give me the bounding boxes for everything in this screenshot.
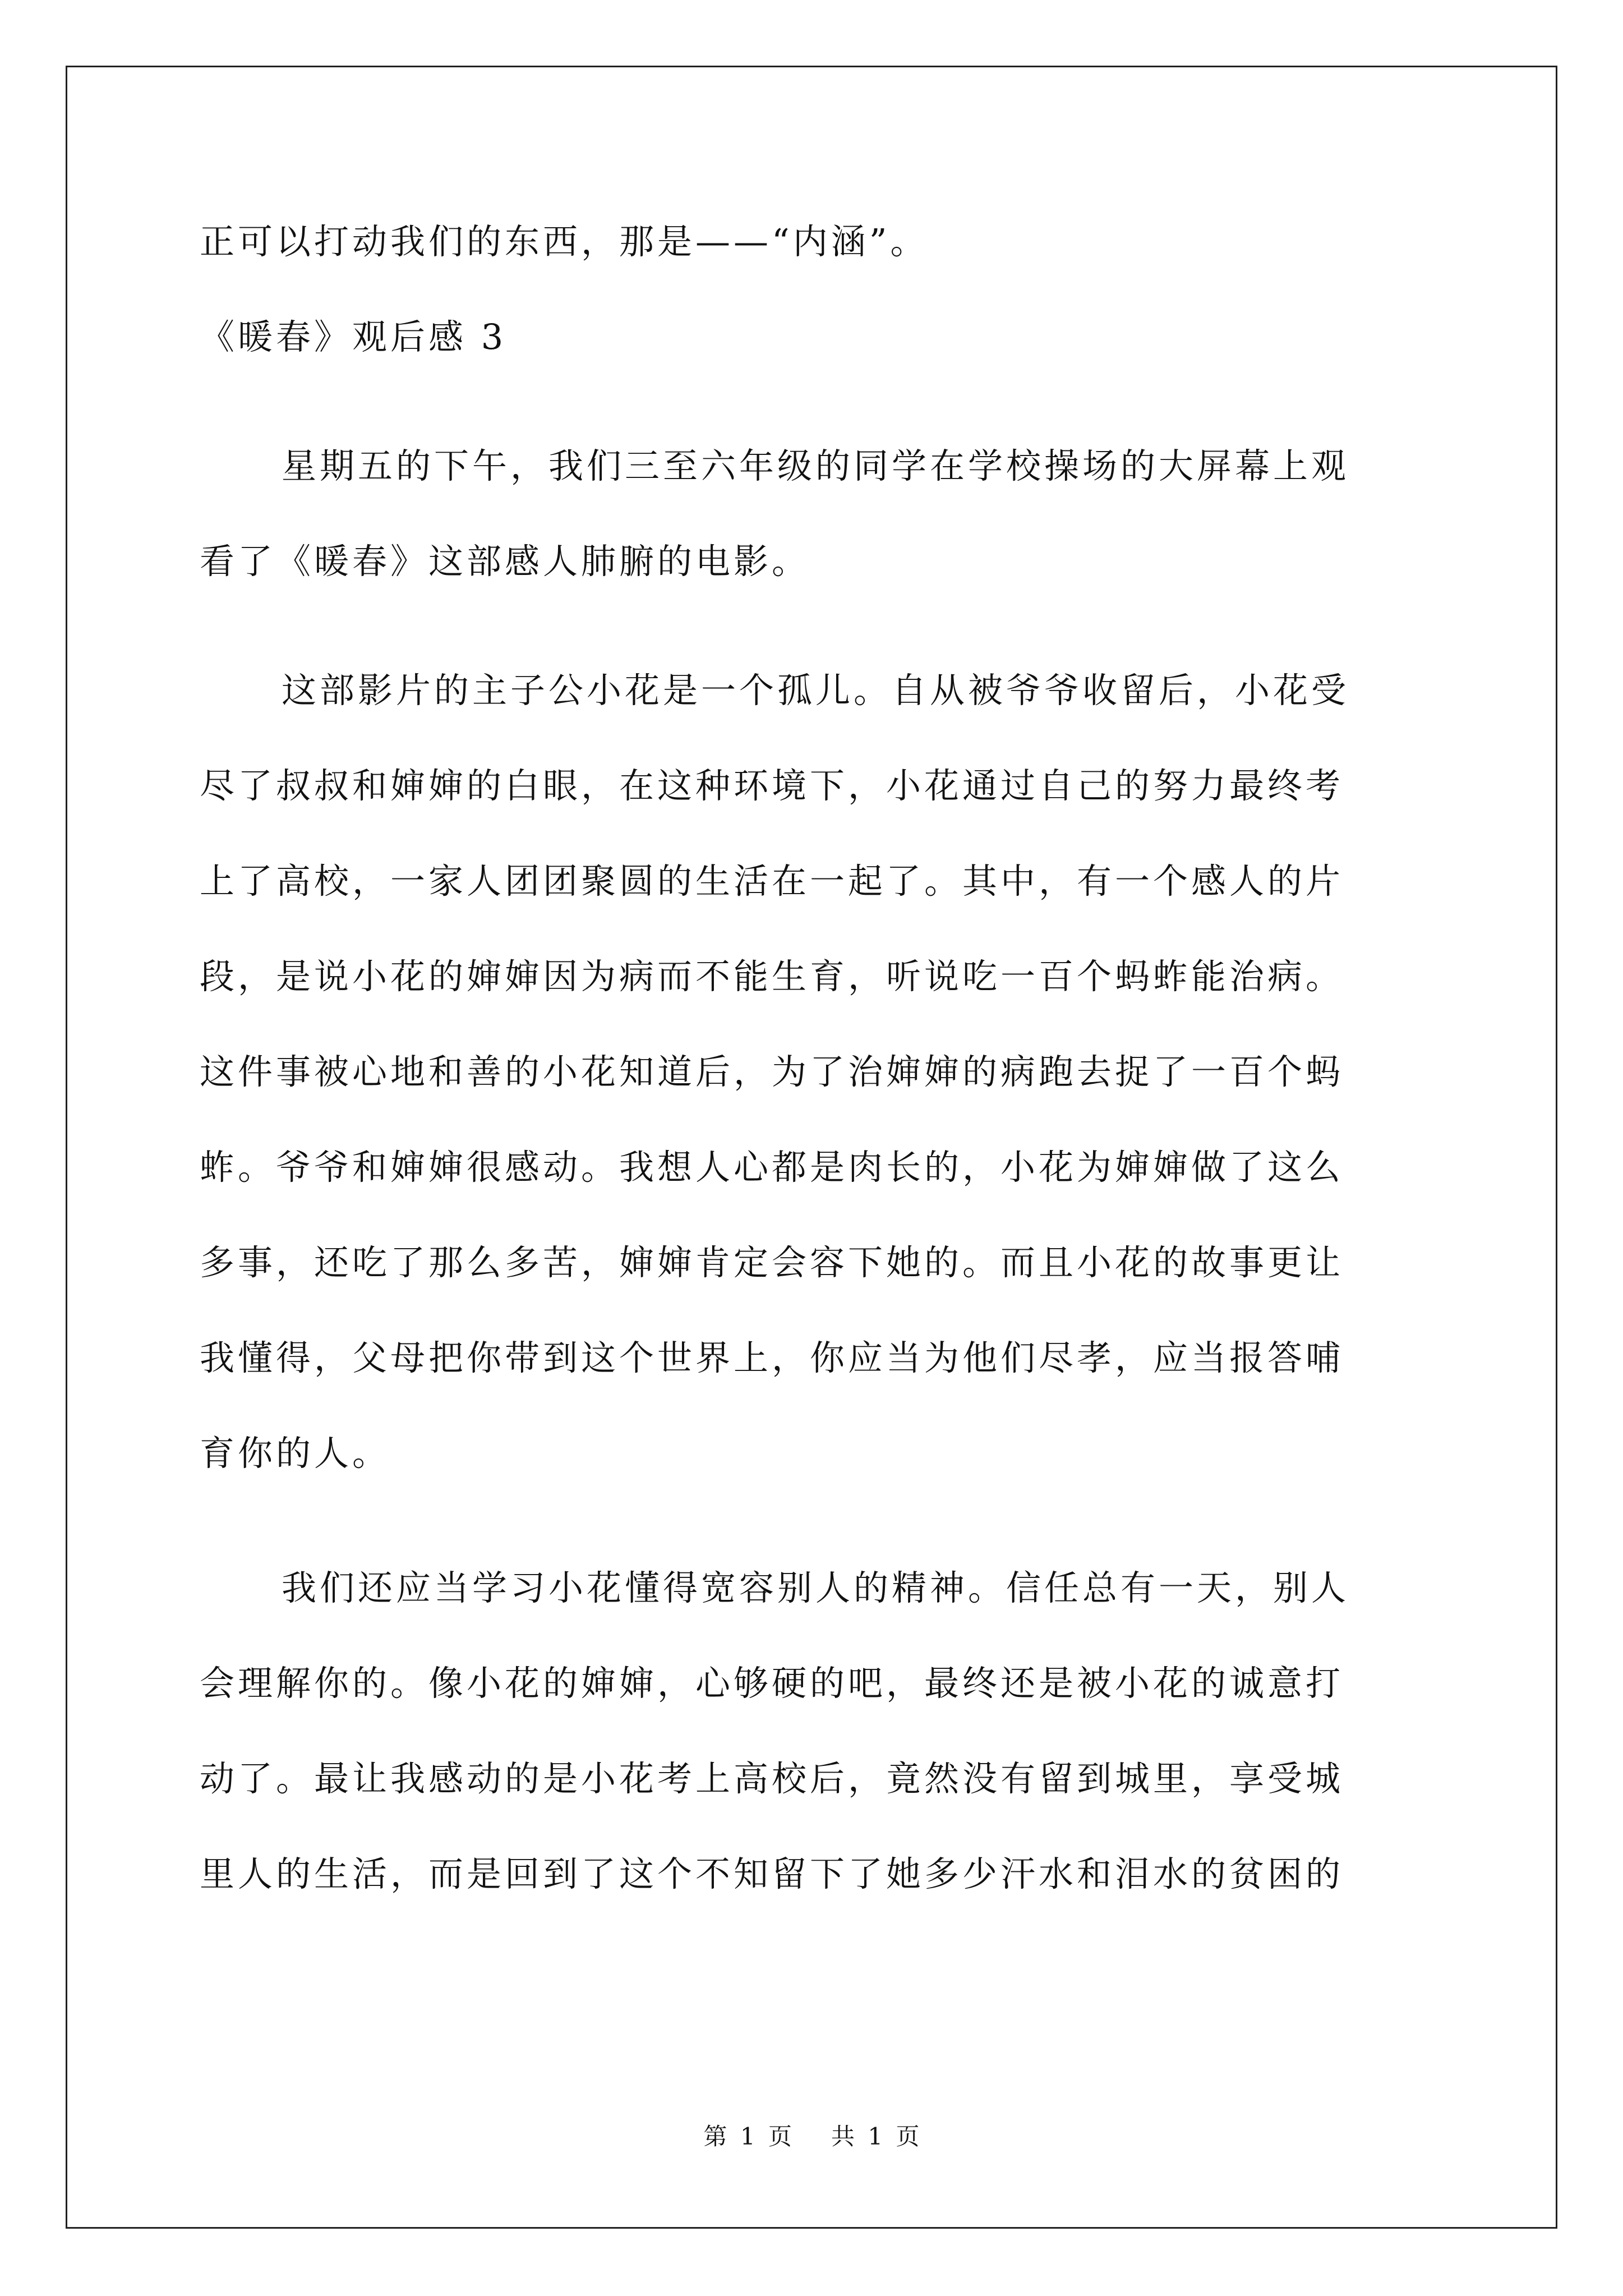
page-footer: [0, 2125, 1623, 2148]
paragraph-line: 动了。最让我感动的是小花考上高校后，竟然没有留到城里，享受城: [200, 1758, 1344, 1799]
paragraph-line: 里人的生活，而是回到了这个不知留下了她多少汗水和泪水的贫困的: [200, 1853, 1344, 1894]
paragraph-line: 这部影片的主子公小花是一个孤儿。自从被爷爷收留后，小花受: [282, 670, 1350, 711]
paragraph-line: 会理解你的。像小花的婶婶，心够硬的吧，最终还是被小花的诚意打: [200, 1663, 1344, 1704]
paragraph-line: 正可以打动我们的东西，那是——“内涵”。: [200, 221, 929, 262]
section-heading: 《暖春》观后感 3: [200, 316, 507, 357]
paragraph-line: 看了《暖春》这部感人肺腑的电影。: [200, 541, 810, 582]
paragraph-line: 育你的人。: [200, 1433, 391, 1474]
paragraph-line: 尽了叔叔和婶婶的白眼，在这种环境下，小花通过自己的努力最终考: [200, 765, 1344, 806]
paragraph-line: 星期五的下午，我们三至六年级的同学在学校操场的大屏幕上观: [282, 445, 1350, 486]
paragraph-line: 我们还应当学习小花懂得宽容别人的精神。信任总有一天，别人: [282, 1567, 1350, 1608]
paragraph-line: 段，是说小花的婶婶因为病而不能生育，听说吃一百个蚂蚱能治病。: [200, 956, 1344, 997]
paragraph-line: 蚱。爷爷和婶婶很感动。我想人心都是肉长的，小花为婶婶做了这么: [200, 1147, 1344, 1188]
page-number: 第 1 页 共 1 页: [703, 2123, 920, 2150]
paragraph-line: 我懂得，父母把你带到这个世界上，你应当为他们尽孝，应当报答哺: [200, 1337, 1344, 1378]
paragraph-line: 多事，还吃了那么多苦，婶婶肯定会容下她的。而且小花的故事更让: [200, 1242, 1344, 1283]
paragraph-line: 这件事被心地和善的小花知道后，为了治婶婶的病跑去捉了一百个蚂: [200, 1051, 1344, 1092]
paragraph-line: 上了高校，一家人团团聚圆的生活在一起了。其中，有一个感人的片: [200, 861, 1344, 901]
